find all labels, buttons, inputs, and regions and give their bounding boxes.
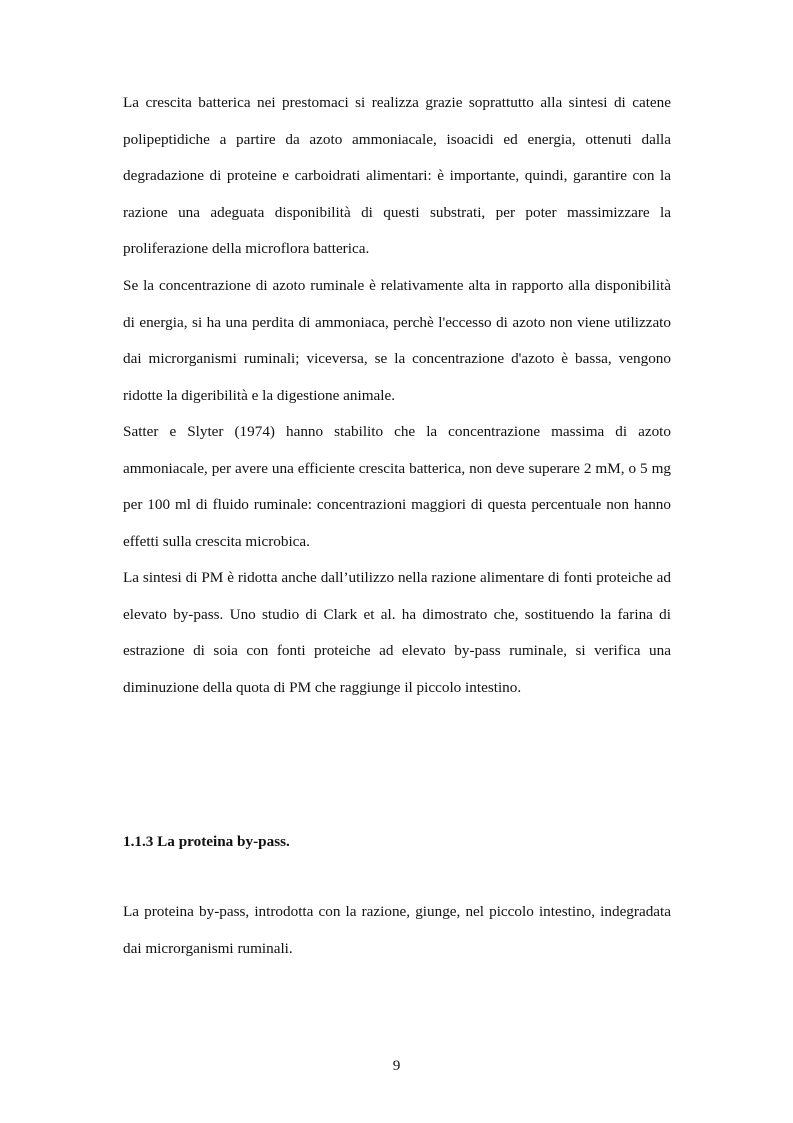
section-heading: 1.1.3 La proteina by-pass. xyxy=(123,833,290,850)
paragraph-bacterial-growth: La crescita batterica nei prestomaci si realizza grazie soprattutto alla sintesi di catene polipeptidiche a partire da azoto ammoniacale, isoacidi ed energia, ottenuti dalla degradazione di proteine e carboidrati alimentari: è importante, quindi, garantire con la razione una adeguata disponibilità di questi substrati, per poter massimizzare la proliferazione della microflora batterica. xyxy=(123,94,671,257)
paragraph-pm-synthesis: La sintesi di PM è ridotta anche dall’utilizzo nella razione alimentare di fonti proteiche ad elevato by-pass. Uno studio di Clark et al. ha dimostrato che, sostituendo la farina di estrazione di soia con fonti proteiche ad elevato by-pass ruminale, si verifica una diminuzione della quota di PM che raggiunge il piccolo intestino. xyxy=(123,569,671,696)
paragraph-satter-slyter: Satter e Slyter (1974) hanno stabilito che la concentrazione massima di azoto ammoniacale, per avere una efficiente crescita batterica, non deve superare 2 mM, o 5 mg per 100 ml di fluido ruminale: concentrazioni maggiori di questa percentuale non hanno effetti sulla crescita microbica. xyxy=(123,423,671,550)
paragraph-bypass-protein: La proteina by-pass, introdotta con la razione, giunge, nel piccolo intestino, indegradata dai microrganismi ruminali. xyxy=(123,903,671,957)
paragraph-ruminal-nitrogen: Se la concentrazione di azoto ruminale è relativamente alta in rapporto alla disponibilità di energia, si ha una perdita di ammoniaca, perchè l'eccesso di azoto non viene utilizzato dai microrganismi ruminali; viceversa, se la concentrazione d'azoto è bassa, vengono ridotte la digeribilità e la digestione animale. xyxy=(123,277,671,404)
page-number: 9 xyxy=(392,1057,401,1074)
